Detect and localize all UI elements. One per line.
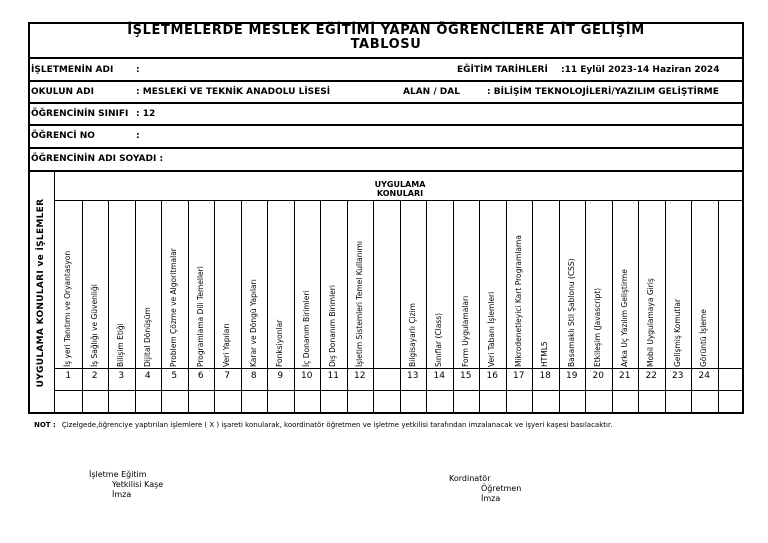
mark-cell[interactable] [612,391,639,412]
topic-number: 12 [354,371,366,381]
topic-number: 15 [460,371,472,381]
sig-left-line-2: Yetkilisi Kaşe [112,480,164,489]
sig-right-line-2: Öğretmen [481,484,522,493]
topic-label-cell [55,201,82,367]
egitim-value: :11 Eylül 2023-14 Haziran 2024 [561,65,720,75]
divider [28,124,744,126]
topic-number: 7 [224,371,231,381]
topic-number: 1 [65,371,72,381]
uygulama-title-2: KONULARI [376,189,424,198]
topic-label: Karar ve Döngü Yapıları [248,279,258,367]
topic-label: İşletim Sistemleri Temel Kullanımı [354,241,364,367]
no-colon: : [136,131,140,141]
topic-number: 3 [118,371,125,381]
side-label-cell [28,172,55,414]
mark-cell[interactable] [400,391,427,412]
topic-label: Veri Tabanı İşlemleri [487,291,497,367]
mark-cell[interactable] [82,391,109,412]
topic-label-cell [532,201,559,367]
note [34,421,612,429]
mark-cell[interactable] [55,391,82,412]
page-title [28,24,744,52]
topic-number: 10 [301,371,313,381]
alan-value: : BİLİŞİM TEKNOLOJİLERİ/YAZILIM GELİŞTİRME [487,87,719,97]
topic-label-cell [453,201,480,367]
divider [28,57,744,59]
divider [28,147,744,149]
uygulama-title [340,180,460,198]
topic-label-cell [108,201,135,367]
isletme-colon: : [136,65,140,75]
topic-label-cell [82,201,109,367]
mark-cell[interactable] [691,391,718,412]
topic-label: Gelişmiş Komutlar [672,298,682,367]
topic-number: 11 [327,371,339,381]
mark-cell[interactable] [294,391,321,412]
topic-number: 5 [171,371,178,381]
topic-number: 24 [698,371,710,381]
mark-cell[interactable] [135,391,162,412]
mark-cell[interactable] [241,391,268,412]
topic-label-cell [347,201,374,367]
sinif-value: : 12 [136,109,156,119]
topic-label: Programlama Dili Temelleri [195,266,205,367]
topic-number: 8 [250,371,257,381]
topic-label: Dış Donanım Birimleri [328,285,338,367]
mark-cell[interactable] [532,391,559,412]
mark-cell[interactable] [161,391,188,412]
uygulama-title-1: UYGULAMA [374,180,426,189]
mark-cell[interactable] [373,391,400,412]
topic-label-cell [585,201,612,367]
topic-number: 2 [91,371,98,381]
topic-label-cell [612,201,639,367]
topic-label: İş yeri Tanıtımı ve Oryantasyon [63,250,73,367]
topic-label: Görüntü İşleme [699,309,709,367]
topic-label-cell [373,201,400,367]
topic-number: 19 [566,371,578,381]
topic-label: Bilgisayarlı Çizim [407,303,417,367]
mark-cell[interactable] [267,391,294,412]
topic-label-cell [320,201,347,367]
alan-label: ALAN / DAL [403,87,460,97]
topic-label-cell [559,201,586,367]
mark-cell[interactable] [506,391,533,412]
topic-number: 18 [539,371,551,381]
topic-label: Fonksiyonlar [275,319,285,367]
topic-label-cell [267,201,294,367]
mark-cell[interactable] [188,391,215,412]
topic-label-cell [161,201,188,367]
topic-label: Veri Yapıları [222,323,232,367]
topic-label-cell [691,201,718,367]
sig-right-line-1: Kordinatör [449,474,491,483]
topic-label-cell [506,201,533,367]
topic-label: Bilişim Etiği [116,323,126,367]
isletme-label: İŞLETMENİN ADI [31,65,114,75]
divider [28,170,744,172]
divider [28,102,744,104]
topic-label: Mobil Uygulamaya Giriş [646,278,656,367]
topic-label: Basamaklı Stil Şablonu (CSS) [566,258,576,367]
mark-cell[interactable] [665,391,692,412]
topic-number: 21 [619,371,631,381]
adsoyad-label: ÖĞRENCİNİN ADI SOYADI : [31,154,164,164]
topic-number: 17 [513,371,525,381]
title-line-1: İŞLETMELERDE MESLEK EĞİTİMİ YAPAN ÖĞRENCİLERE AİT GELİŞİM [127,23,645,38]
topic-number: 23 [672,371,684,381]
topic-label-cell [294,201,321,367]
sig-left-line-3: İmza [112,490,132,499]
topic-number: 13 [407,371,419,381]
mark-cell[interactable] [585,391,612,412]
topic-label: Etkileşim (Javascript) [593,287,603,367]
topic-number: 20 [592,371,604,381]
divider [28,80,744,82]
topic-label-cell [135,201,162,367]
topic-label-cell [665,201,692,367]
mark-cell[interactable] [320,391,347,412]
topic-number: 22 [645,371,657,381]
mark-cell[interactable] [347,391,374,412]
topic-label: İş Sağlığı ve Güvenliği [89,284,99,367]
mark-cell[interactable] [453,391,480,412]
topic-label-cell [426,201,453,367]
mark-cell[interactable] [479,391,506,412]
topic-label-cell [241,201,268,367]
okul-label: OKULUN ADI [31,87,94,97]
mark-cell[interactable] [108,391,135,412]
topic-number: 14 [433,371,445,381]
topic-label-cell [214,201,241,367]
mark-cell[interactable] [718,391,745,412]
topic-label: Sınıflar (Class) [434,312,444,367]
topic-label-cell [400,201,427,367]
okul-value: : MESLEKİ VE TEKNİK ANADOLU LİSESİ [136,87,331,97]
topic-label-cell [718,201,745,367]
note-text: Çizelgede,öğrenciye yaptırılan işlemlere ( X ) işareti konularak, koordinatör öğretmen ve işletme yetkilisi tarafından imzalanacak ve işyeri kaşesi basılacaktır. [61,421,613,429]
topic-label-cell [188,201,215,367]
signature-right [449,474,521,504]
topic-label: Dijital Dönüşüm [142,307,152,367]
row-isletme [31,65,113,75]
mark-cell[interactable] [559,391,586,412]
topic-label: İç Donanım Birimleri [301,290,311,367]
signature-left [89,470,163,500]
side-label: UYGULAMA KONULARI ve İŞLEMLER [36,198,46,388]
topic-number: 9 [277,371,284,381]
no-label: ÖĞRENCİ NO [31,131,95,141]
topic-number: 4 [144,371,151,381]
sinif-label: ÖĞRENCİNİN SINIFI [31,109,129,119]
mark-cell[interactable] [214,391,241,412]
topic-label: Form Uygulamaları [460,295,470,367]
topic-label: HTML5 [540,341,550,367]
sig-right-line-3: İmza [481,494,501,503]
topic-label: Mikrodenetleyici Kart Programlama [513,235,523,367]
topic-label: Problem Çözme ve Algoritmalar [169,248,179,367]
title-line-2: TABLOSU [350,37,422,52]
topic-label: Arka Uç Yazılım Geliştirme [619,269,629,367]
topic-number: 6 [197,371,204,381]
mark-cell[interactable] [638,391,665,412]
egitim-label: EĞİTİM TARİHLERİ [457,65,548,75]
note-label: NOT : [34,421,56,429]
topic-label-cell [638,201,665,367]
topic-number: 16 [486,371,498,381]
sig-left-line-1: İşletme Eğitim [89,470,147,479]
mark-cell[interactable] [426,391,453,412]
topic-label-cell [479,201,506,367]
